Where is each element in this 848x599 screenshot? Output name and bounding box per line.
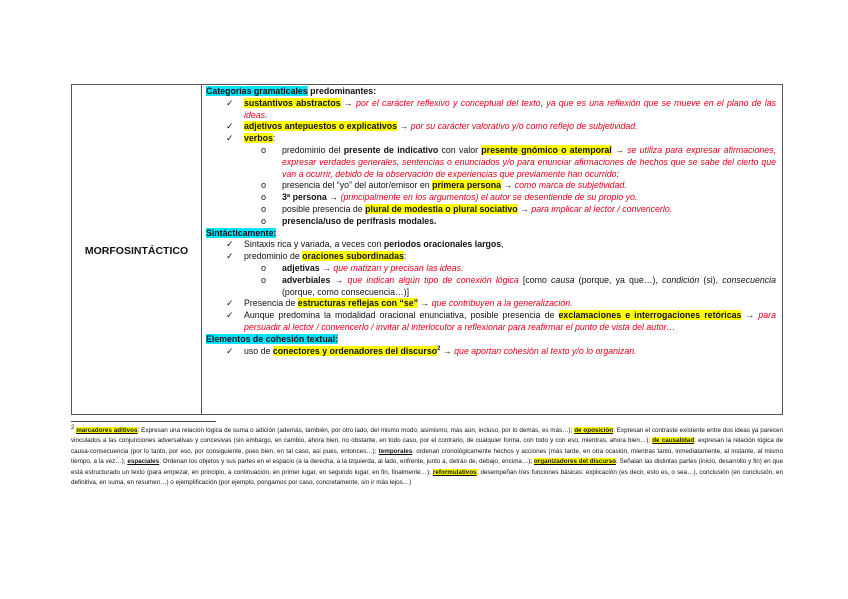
circle-bullet-icon: o xyxy=(261,180,267,191)
circle-bullet-icon: o xyxy=(261,144,267,155)
check-icon: ✓ xyxy=(226,121,234,132)
circle-bullet-icon: o xyxy=(261,203,267,214)
check-icon: ✓ xyxy=(226,298,234,309)
circle-bullet-icon: o xyxy=(261,262,267,273)
check-icon: ✓ xyxy=(226,97,234,108)
list-item: ✓ Aunque predomina la modalidad oracional enunciativa, posible presencia de exclamaciones e interrogaciones retóricas → para persuadir al lector / convencerlo / invitar al interlocutor a reflexionar para reafirmar el punto de vista del autor… xyxy=(226,310,776,332)
check-icon: ✓ xyxy=(226,345,234,356)
sub-list-item: o 3ª persona → (principalmente en los argumentos) el autor se desentiende de su propio yo. xyxy=(261,192,638,203)
sub-list-item: o predominio del presente de indicativo con valor presente gnómico o atemporal → se utiliza para expresar afirmaciones, expresar verdades generales, sentencias o enunciados y/o para enunciar afirmaciones de hechos que se sabe del cierto que van a ocurrir, debido de la observación de experiencias que previamente han ocurrido; xyxy=(261,144,776,179)
cohesion-heading: Elementos de cohesión textual: xyxy=(206,333,338,344)
circle-bullet-icon: o xyxy=(261,274,267,285)
content-cell xyxy=(202,85,783,415)
sub-list-item: o presencia/uso de perífrasis modales. xyxy=(261,215,437,226)
analysis-table xyxy=(71,84,783,415)
list-item: ✓ sustantivos abstractos → por el carácter reflexivo y conceptual del texto, ya que es una reflexión que se mueve en el plano de las ideas. xyxy=(226,97,777,120)
list-item: ✓ predominio de oraciones subordinadas: xyxy=(226,251,407,262)
sub-list-item: o posible presencia de plural de modestia o plural sociativo → para implicar al lector / convencerlo. xyxy=(261,203,673,214)
list-item: ✓ verbos: xyxy=(226,133,276,144)
footnote-separator xyxy=(71,421,216,422)
sub-list-item: o adverbiales → que indican algún tipo de conexión lógica [como causa (porque, ya que…), condición (si), consecuencia (porque, como consecuencia…)] xyxy=(261,274,777,297)
footnote: $^2$ marcadores aditivos: Expresan una relación lógica de suma o adición (además, también, por otro lado, del mismo modo, asimismo, más aún, incluso, por lo demás, es más…); de oposición: Expresan el contraste existente entre dos ideas ya parecen vinculados a las conjunciones adversativas y concesivas (sin embargo, en cambio, ahora bien, no obstante, en todo caso, por el contrario, de cualquier forma, con todo y con eso, mientras, ahora bien…); de causalidad: expresan la relación lógica de causa-consecuencia (por lo tanto, por eso, por consiguiente, pues bien, en tal caso, así pues, entonces…); temporales: ordenan cronológicamente hechos y acciones (más tarde, en otra ocasión, mientras tanto, inmediatamente, al instante, al mismo tiempo, a la vez…); espaciales: Ordenan los objetos y sus partes en el espacio (a la derecha, a la izquierda, al lado, enfrente, junto a, detrás de, debajo, encima…); organizadores del discurso: Señalan las distintas partes (inicio, desarrollo y fin) en que está estructurado un texto (para empezar, en principio, a continuación, en primer lugar, en segundo lugar, en fin, finalmente…); reformulativos: desempeñan tres funciones básicas: explicación (es decir, esto es, o sea…), conclusión (en conclusión, en definitiva, en suma, en resumen…) o ejemplificación (por ejemplo, pongamos por caso, concretamente, sin ir más lejos…) xyxy=(71,424,784,487)
sub-list-item: o presencia del “yo” del autor/emisor en primera persona → como marca de subjetividad. xyxy=(261,180,627,191)
footnote-ref[interactable]: 2 xyxy=(437,345,441,352)
check-icon: ✓ xyxy=(226,310,234,321)
sub-list-item: o adjetivas → que matizan y precisan las ideas. xyxy=(261,262,464,273)
sintacticamente-heading: Sintácticamente: xyxy=(206,227,277,238)
list-item: ✓ Presencia de estructuras reflejas con “se” → que contribuyen a la generalización. xyxy=(226,298,573,309)
circle-bullet-icon: o xyxy=(261,192,267,203)
check-icon: ✓ xyxy=(226,239,234,250)
categorias-heading: Categorías gramaticales predominantes: xyxy=(206,86,377,96)
check-icon: ✓ xyxy=(226,133,234,144)
check-icon: ✓ xyxy=(226,251,234,262)
section-label-cell xyxy=(72,85,202,415)
section-label: MORFOSINTÁCTICO xyxy=(84,244,189,257)
circle-bullet-icon: o xyxy=(261,215,267,226)
list-item: ✓ adjetivos antepuestos o explicativos → por su carácter valorativo y/o como reflejo de subjetividad. xyxy=(226,121,638,132)
list-item: ✓ Sintaxis rica y variada, a veces con periodos oracionales largos, xyxy=(226,239,504,250)
list-item: ✓ uso de conectores y ordenadores del discurso$^2$ → que aportan cohesión al texto y/o lo organizan. xyxy=(226,345,637,356)
